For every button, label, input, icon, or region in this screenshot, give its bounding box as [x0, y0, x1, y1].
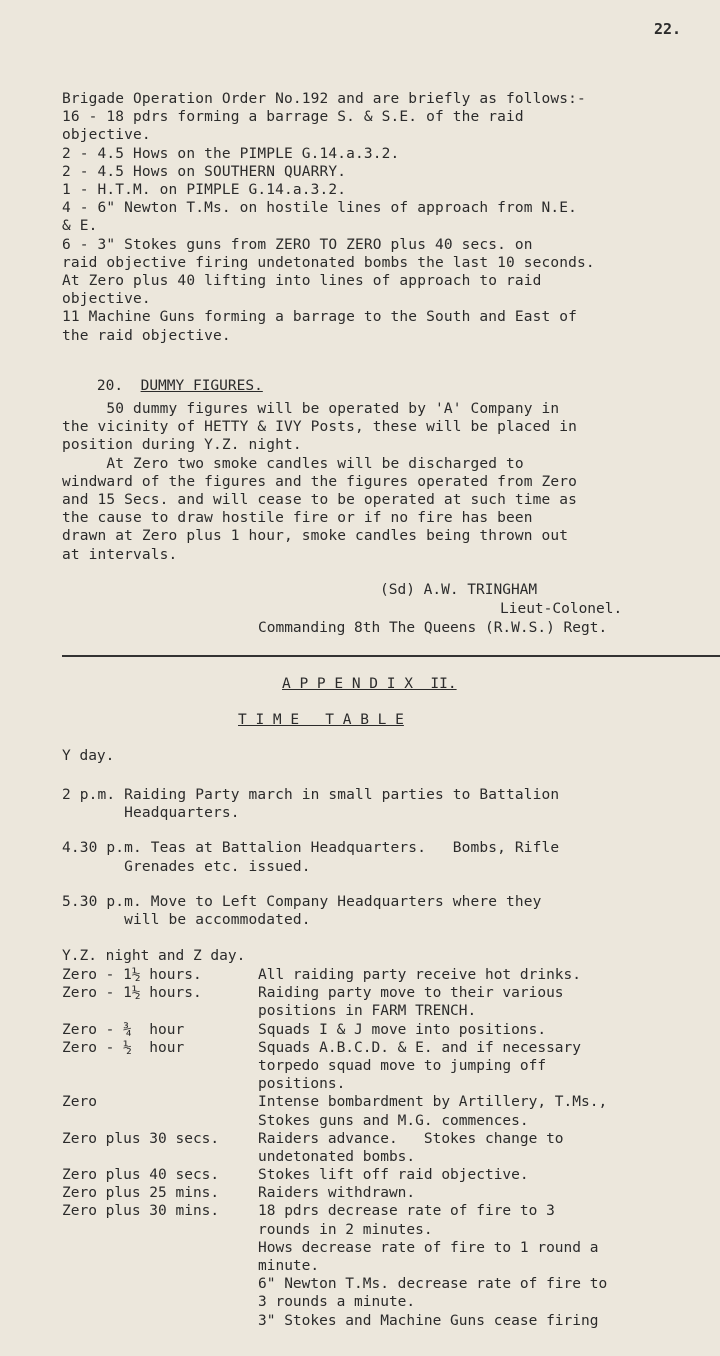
action-cell: minute.	[258, 1258, 320, 1274]
time-cell: Zero - 1½ hours.	[62, 967, 202, 983]
action-cell: 3" Stokes and Machine Guns cease firing	[258, 1312, 599, 1329]
order-line: 2 - 4.5 Hows on SOUTHERN QUARRY.	[62, 163, 347, 180]
action-cell: 6" Newton T.Ms. decrease rate of fire to	[258, 1276, 608, 1293]
order-line: & E.	[62, 218, 98, 235]
table-row	[62, 1312, 712, 1330]
time-cell: Zero plus 30 secs.	[62, 1130, 220, 1147]
action-cell: Raiders withdrawn.	[258, 1185, 416, 1202]
time-cell: Zero - ¾ hour	[62, 1021, 185, 1038]
table-row	[62, 1148, 712, 1166]
y-day-entries	[62, 786, 559, 946]
table-row	[62, 1166, 712, 1184]
paragraph-line: the vicinity of HETTY & IVY Posts, these will be placed in	[62, 419, 578, 436]
table-row	[62, 1002, 712, 1020]
time-cell: Zero plus 30 mins.	[62, 1203, 220, 1220]
order-intro	[62, 90, 595, 345]
action-cell: Squads A.B.C.D. & E. and if necessary	[258, 1039, 582, 1056]
table-row	[62, 1184, 712, 1202]
table-row	[62, 1112, 712, 1130]
order-line: the raid objective.	[62, 327, 231, 344]
appendix-title: A P P E N D I X II.	[282, 676, 457, 692]
order-line: objective.	[62, 291, 151, 308]
table-row	[62, 1293, 712, 1311]
order-line: 6 - 3" Stokes guns from ZERO TO ZERO plus 40 secs. on	[62, 236, 533, 253]
table-row	[62, 1202, 712, 1220]
order-line: 16 - 18 pdrs forming a barrage S. & S.E. of the raid	[62, 109, 524, 126]
table-row	[62, 1221, 712, 1239]
time-cell: Zero - 1½ hours.	[62, 985, 202, 1002]
time-cell: Zero - ½ hour	[62, 1039, 185, 1056]
action-cell: Stokes guns and M.G. commences.	[258, 1112, 529, 1129]
y-day-entry	[62, 786, 559, 822]
action-cell: rounds in 2 minutes.	[258, 1221, 433, 1238]
paragraph-line: 50 dummy figures will be operated by 'A' Company in	[62, 401, 560, 417]
order-line: At Zero plus 40 lifting into lines of approach to raid	[62, 273, 542, 290]
action-cell: undetonated bombs.	[258, 1148, 416, 1165]
section-20-paragraph	[62, 400, 577, 564]
y-day-entry	[62, 893, 559, 929]
paragraph-line: the cause to draw hostile fire or if no fire has been	[62, 510, 533, 527]
action-cell: positions.	[258, 1076, 346, 1093]
paragraph-line: At Zero two smoke candles will be discharged to	[62, 455, 524, 472]
table-row	[62, 1239, 712, 1257]
order-line: raid objective firing undetonated bombs the last 10 seconds.	[62, 254, 595, 271]
time-cell: Zero plus 25 mins.	[62, 1185, 220, 1202]
action-cell: Raiding party move to their various	[258, 985, 564, 1002]
paragraph-line: drawn at Zero plus 1 hour, smoke candles being thrown out	[62, 528, 569, 545]
order-line: 4 - 6" Newton T.Ms. on hostile lines of approach from N.E.	[62, 200, 578, 217]
signature-unit: Commanding 8th The Queens (R.W.S.) Regt.	[258, 620, 608, 636]
order-line: 2 - 4.5 Hows on the PIMPLE G.14.a.3.2.	[62, 145, 400, 162]
y-day-label: Y day.	[62, 748, 115, 764]
entry-line: Headquarters.	[62, 805, 240, 822]
paragraph-line: windward of the figures and the figures operated from Zero	[62, 473, 578, 490]
action-cell: Hows decrease rate of fire to 1 round a	[258, 1239, 599, 1256]
divider-rule	[62, 655, 720, 657]
table-row	[62, 1039, 712, 1057]
action-cell: All raiding party receive hot drinks.	[258, 967, 582, 983]
table-row	[62, 984, 712, 1002]
action-cell: 3 rounds a minute.	[258, 1294, 416, 1311]
action-cell: Intense bombardment by Artillery, T.Ms.,	[258, 1094, 608, 1111]
table-row	[62, 1021, 712, 1039]
yz-label: Y.Z. night and Z day.	[62, 948, 246, 964]
signature-name: (Sd) A.W. TRINGHAM	[380, 582, 538, 598]
action-cell: Raiders advance. Stokes change to	[258, 1130, 564, 1147]
table-row	[62, 1075, 712, 1093]
table-row	[62, 1130, 712, 1148]
signature-rank: Lieut-Colonel.	[500, 601, 623, 617]
entry-line: 4.30 p.m. Teas at Battalion Headquarters. Bombs, Rifle	[62, 840, 560, 857]
y-day-entry	[62, 839, 559, 875]
section-title: DUMMY FIGURES.	[140, 378, 263, 394]
timetable-rows	[62, 966, 712, 1330]
action-cell: positions in FARM TRENCH.	[258, 1003, 477, 1020]
order-line: 1 - H.T.M. on PIMPLE G.14.a.3.2.	[62, 182, 347, 199]
timetable-title: T I M E T A B L E	[238, 712, 404, 728]
order-line: objective.	[62, 127, 151, 144]
paragraph-line: position during Y.Z. night.	[62, 437, 302, 454]
entry-line: 5.30 p.m. Move to Left Company Headquarters where they	[62, 893, 542, 910]
action-cell: Squads I & J move into positions.	[258, 1021, 547, 1038]
order-line: Brigade Operation Order No.192 and are briefly as follows:-	[62, 91, 586, 107]
entry-line: will be accommodated.	[62, 912, 311, 929]
table-row	[62, 1275, 712, 1293]
section-number: 20.	[96, 378, 124, 394]
action-cell: torpedo squad move to jumping off	[258, 1057, 547, 1074]
action-cell: 18 pdrs decrease rate of fire to 3	[258, 1203, 555, 1220]
order-line: 11 Machine Guns forming a barrage to the South and East of	[62, 309, 578, 326]
paragraph-line: at intervals.	[62, 546, 178, 563]
table-row	[62, 966, 712, 984]
entry-line: Grenades etc. issued.	[62, 858, 311, 875]
paragraph-line: and 15 Secs. and will cease to be operated at such time as	[62, 492, 578, 509]
entry-line: 2 p.m. Raiding Party march in small parties to Battalion	[62, 787, 560, 803]
table-row	[62, 1093, 712, 1111]
page-number: 22.	[654, 20, 682, 38]
time-cell: Zero plus 40 secs.	[62, 1167, 220, 1184]
action-cell: Stokes lift off raid objective.	[258, 1167, 529, 1184]
time-cell: Zero	[62, 1094, 97, 1111]
table-row	[62, 1057, 712, 1075]
table-row	[62, 1257, 712, 1275]
